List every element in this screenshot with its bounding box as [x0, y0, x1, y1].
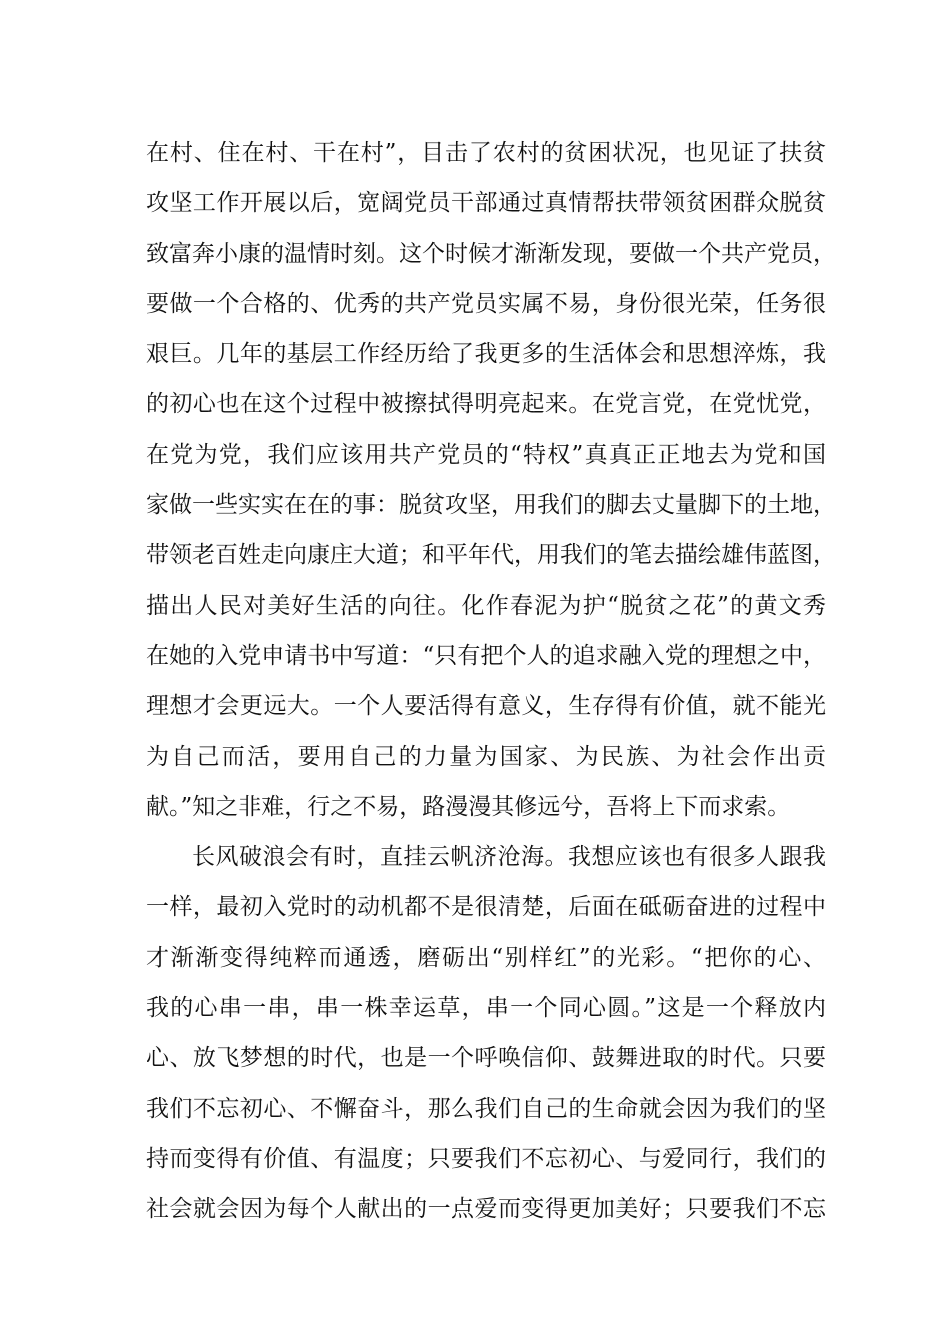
text-line: 献。”知之非难，行之不易，路漫漫其修远兮，吾将上下而求索。: [146, 793, 791, 820]
text-line: 心、放飞梦想的时代，也是一个呼唤信仰、鼓舞进取的时代。只要: [146, 1045, 826, 1072]
paragraph-1: [146, 128, 836, 832]
text-line: 描出人民对美好生活的向往。化作春泥为护“脱贫之花”的黄文秀: [146, 592, 826, 619]
body-text: [146, 128, 836, 1235]
text-line: 理想才会更远大。一个人要活得有意义，生存得有价值，就不能光: [146, 693, 826, 720]
text-line: 长风破浪会有时，直挂云帆济沧海。我想应该也有很多人跟我: [192, 844, 826, 871]
text-line: 一样，最初入党时的动机都不是很清楚，后面在砥砺奋进的过程中: [146, 894, 826, 921]
text-line: 攻坚工作开展以后，宽阔党员干部通过真情帮扶带领贫困群众脱贫: [146, 190, 826, 217]
text-line: 才渐渐变得纯粹而通透，磨砺出“别样红”的光彩。“把你的心、: [146, 944, 826, 971]
text-line: 在党为党，我们应该用共产党员的“特权”真真正正地去为党和国: [146, 441, 826, 468]
text-line: 为自己而活，要用自己的力量为国家、为民族、为社会作出贡: [146, 743, 826, 770]
text-line: 在村、住在村、干在村”，目击了农村的贫困状况，也见证了扶贫: [146, 140, 826, 166]
text-line: 我的心串一串，串一株幸运草，串一个同心圆。”这是一个释放内: [146, 995, 826, 1022]
text-line: 的初心也在这个过程中被擦拭得明亮起来。在党言党，在党忧党，: [146, 391, 826, 418]
text-line: 要做一个合格的、优秀的共产党员实属不易，身份很光荣，任务很: [146, 290, 826, 317]
text-line: 致富奔小康的温情时刻。这个时候才渐渐发现，要做一个共产党员，: [146, 240, 836, 267]
text-line: 持而变得有价值、有温度；只要我们不忘初心、与爱同行，我们的: [146, 1145, 826, 1172]
text-line: 带领老百姓走向康庄大道；和平年代，用我们的笔去描绘雄伟蓝图，: [146, 542, 836, 569]
text-line: 艰巨。几年的基层工作经历给了我更多的生活体会和思想淬炼，我: [146, 341, 826, 368]
text-line: 社会就会因为每个人献出的一点爱而变得更加美好；只要我们不忘: [146, 1196, 826, 1223]
text-line: 在她的入党申请书中写道：“只有把个人的追求融入党的理想之中，: [146, 642, 826, 669]
paragraph-2: [146, 832, 826, 1234]
text-line: 我们不忘初心、不懈奋斗，那么我们自己的生命就会因为我们的坚: [146, 1095, 826, 1122]
text-line: 家做一些实实在在的事：脱贫攻坚，用我们的脚去丈量脚下的土地，: [146, 492, 836, 519]
